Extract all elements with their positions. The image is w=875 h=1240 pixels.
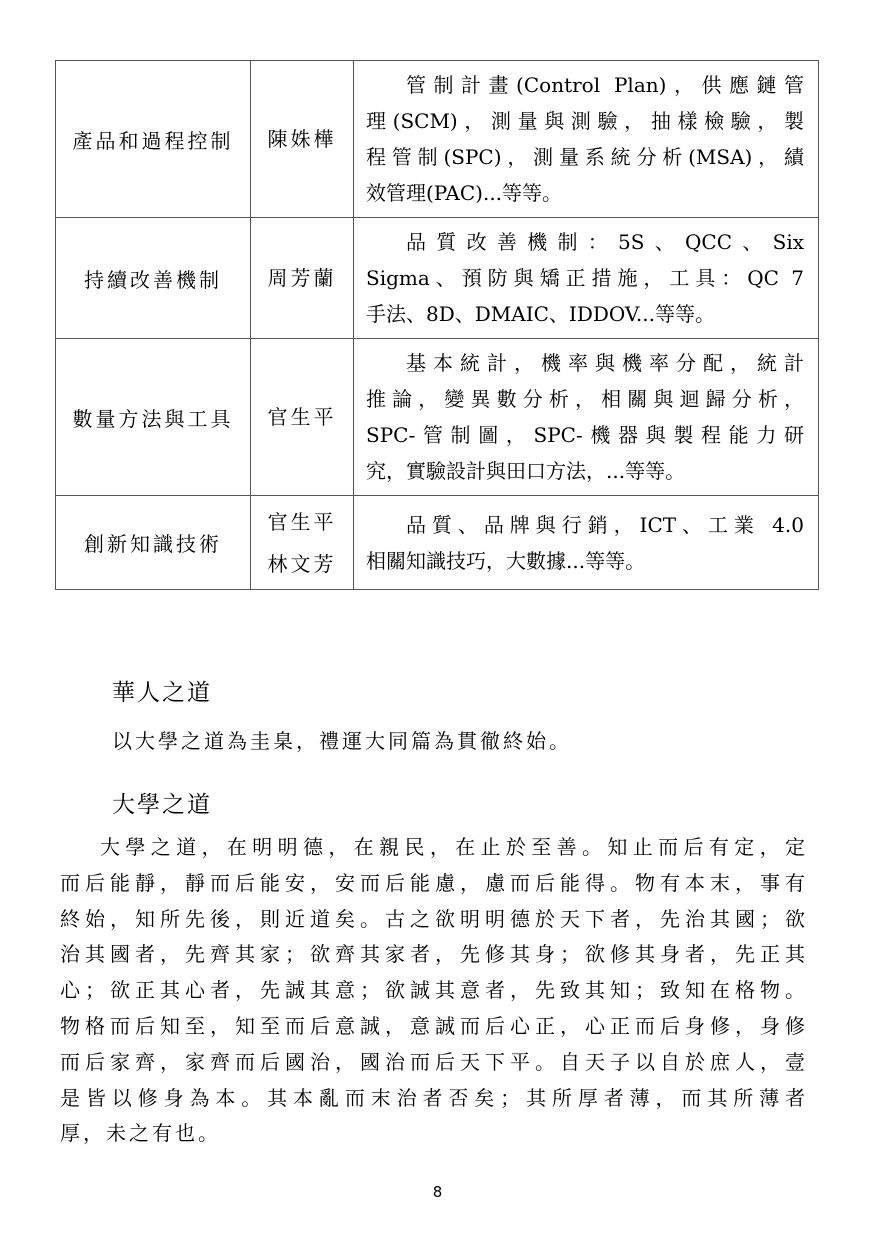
content-line: SPC-管制圖，SPC-機器與製程能力研 bbox=[366, 423, 804, 447]
topic-cell: 數量方法與工具 bbox=[56, 339, 251, 496]
paragraph-line: 治其國者，先齊其家；欲齊其家者，先修其身；欲修其身者，先正其 bbox=[60, 942, 808, 967]
content-line: 品質改善機制：5S、QCC、Six bbox=[406, 230, 804, 254]
section-heading-great-learning: 大學之道 bbox=[112, 792, 212, 818]
table-row bbox=[56, 61, 819, 218]
paragraph-line: 而后能靜，靜而后能安，安而后能慮，慮而后能得。物有本末，事有 bbox=[60, 870, 808, 895]
content-line: 效管理(PAC)...等等。 bbox=[366, 181, 563, 205]
section-text-chinese-way: 以大學之道為圭臬，禮運大同篇為貫徹終始。 bbox=[112, 729, 572, 753]
paragraph-line: 終始，知所先後，則近道矣。古之欲明明德於天下者，先治其國；欲 bbox=[60, 906, 808, 931]
paragraph-line: 而后家齊，家齊而后國治，國治而后天下平。自天子以自於庶人，壹 bbox=[60, 1049, 808, 1074]
paragraph-line: 是皆以修身為本。其本亂而末治者否矣；其所厚者薄，而其所薄者 bbox=[60, 1085, 808, 1110]
table-row bbox=[56, 339, 819, 496]
content-line: 推論，變異數分析，相關與迴歸分析， bbox=[366, 387, 804, 411]
topic-cell: 產品和過程控制 bbox=[56, 61, 251, 218]
content-line: Sigma、預防與矯正措施，工具：QC 7 bbox=[366, 266, 804, 290]
teacher-name: 林文芳 bbox=[267, 551, 337, 576]
teacher-name: 官生平 bbox=[267, 509, 337, 534]
teacher-name: 陳姝樺 bbox=[267, 127, 337, 151]
content-line: 手法、8D、DMAIC、IDDOV...等等。 bbox=[366, 302, 715, 326]
content-line: 品質、品牌與行銷，ICT、工業 4.0 bbox=[406, 512, 804, 537]
content-line: 管制計畫(Control Plan)，供應鏈管 bbox=[406, 73, 804, 97]
table-row bbox=[56, 496, 819, 590]
paragraph-line: 大學之道，在明明德，在親民，在止於至善。知止而后有定，定 bbox=[100, 835, 808, 859]
teacher-name: 官生平 bbox=[267, 405, 337, 429]
topic-cell: 持續改善機制 bbox=[56, 218, 251, 339]
content-line: 究，實驗設計與田口方法，...等等。 bbox=[366, 459, 686, 483]
content-cell bbox=[354, 61, 819, 218]
teacher-name: 周芳蘭 bbox=[267, 266, 337, 290]
paragraph-line: 心；欲正其心者，先誠其意；欲誠其意者，先致其知；致知在格物。 bbox=[60, 978, 808, 1003]
content-line: 程管制(SPC)，測量系統分析(MSA)，績 bbox=[366, 145, 804, 169]
paragraph-line: 厚，未之有也。 bbox=[60, 1121, 221, 1146]
teacher-cell bbox=[251, 218, 354, 339]
paragraph-line: 物格而后知至，知至而后意誠，意誠而后心正，心正而后身修，身修 bbox=[60, 1013, 808, 1038]
content-cell bbox=[354, 218, 819, 339]
course-table bbox=[55, 60, 819, 590]
topic-cell: 創新知識技術 bbox=[56, 496, 251, 590]
teacher-cell bbox=[251, 61, 354, 218]
content-cell bbox=[354, 496, 819, 590]
page-number: 8 bbox=[432, 1183, 443, 1201]
content-cell bbox=[354, 339, 819, 496]
great-learning-paragraph bbox=[60, 830, 808, 1152]
section-heading-chinese-way: 華人之道 bbox=[112, 680, 212, 706]
teacher-cell bbox=[251, 339, 354, 496]
content-line: 理(SCM)，測量與測驗，抽樣檢驗，製 bbox=[366, 109, 804, 133]
content-line: 基本統計，機率與機率分配，統計 bbox=[406, 351, 804, 375]
content-line: 相關知識技巧，大數據...等等。 bbox=[366, 548, 646, 573]
teacher-cell bbox=[251, 496, 354, 590]
table-row bbox=[56, 218, 819, 339]
